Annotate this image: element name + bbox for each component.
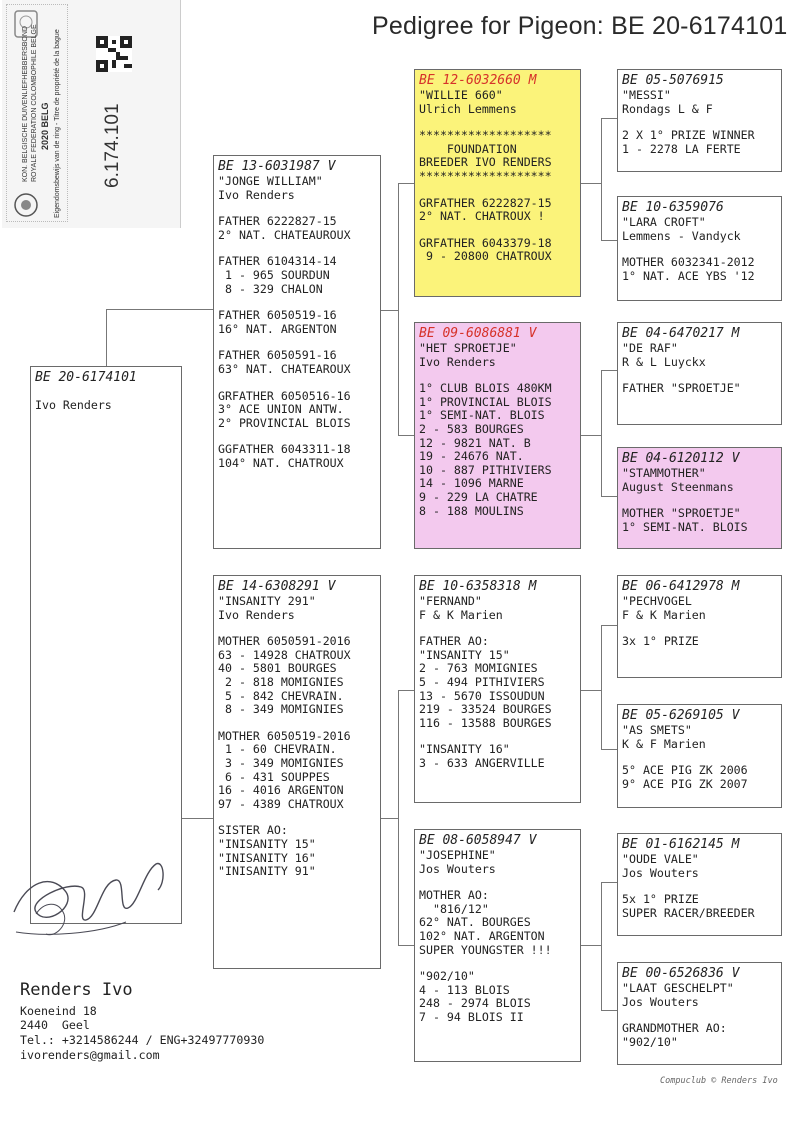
ddd-line: "902/10"	[622, 1034, 678, 1049]
ds-line: 13 - 5670 ISSOUDUN	[419, 688, 545, 703]
dds-line: Jos Wouters	[622, 865, 699, 880]
ssd-ring: BE 10-6359076	[622, 200, 724, 215]
pedigree-box-sire-sire	[414, 69, 581, 297]
sire-line: 16° NAT. ARGENTON	[218, 321, 337, 336]
dd-line: 102° NAT. ARGENTON	[419, 928, 545, 943]
sire-line: 2° NAT. CHATEAUROUX	[218, 227, 351, 242]
ss-line: FOUNDATION	[419, 141, 517, 156]
ring-card	[2, 0, 181, 228]
dd-line: 248 - 2974 BLOIS	[419, 996, 531, 1011]
sd-line: 9 - 229 LA CHATRE	[419, 489, 538, 504]
connector	[398, 435, 414, 436]
sds-ring: BE 04-6470217 M	[622, 326, 740, 341]
sire-line: GGFATHER 6043311-18	[218, 442, 351, 457]
dam-line: 3 - 349 MOMIGNIES	[218, 755, 344, 770]
ss-ring: BE 12-6032660 M	[419, 73, 537, 88]
sds-line: R & L Luyckx	[622, 354, 706, 369]
dss-line: 3x 1° PRIZE	[622, 634, 699, 649]
ddd-line: Jos Wouters	[622, 994, 699, 1009]
sire-line: Ivo Renders	[218, 187, 295, 202]
dam-line: 16 - 4016 ARGENTON	[218, 783, 344, 798]
dam-line: 6 - 431 SOUPPES	[218, 769, 330, 784]
ss-line: *******************	[419, 168, 552, 183]
spacer	[419, 224, 576, 237]
sire-line: GRFATHER 6050516-16	[218, 388, 351, 403]
sdd-line: MOTHER "SPROETJE"	[622, 506, 741, 521]
sire-line: FATHER 6050591-16	[218, 348, 337, 363]
connector	[601, 625, 602, 749]
ss-line: BREEDER IVO RENDERS	[419, 155, 552, 170]
dds-line: "OUDE VALE"	[622, 852, 699, 866]
breeder-city: 2440 Geel	[20, 1018, 90, 1032]
card-year-country: 2020 BELG	[40, 102, 50, 150]
connector	[601, 749, 617, 750]
pedigree-box-subject	[30, 366, 182, 924]
sd-line: 2 - 583 BOURGES	[419, 421, 524, 436]
ds-line: "FERNAND"	[419, 594, 482, 608]
federation-seal-icon	[12, 190, 40, 220]
connector	[398, 690, 414, 691]
qr-code-icon	[96, 36, 132, 72]
sdd-line: "STAMMOTHER"	[622, 466, 706, 480]
sd-line: 1° CLUB BLOIS 480KM	[419, 381, 552, 396]
ddd-line: GRANDMOTHER AO:	[622, 1021, 727, 1036]
dam-line: "INISANITY 91"	[218, 864, 316, 879]
dds-line: SUPER RACER/BREEDER	[622, 905, 755, 920]
dds-line: 5x 1° PRIZE	[622, 892, 699, 907]
ds-line: "INSANITY 16"	[419, 742, 510, 757]
sire-line: 1 - 965 SOURDUN	[218, 267, 330, 282]
ddd-ring: BE 00-6526836 V	[622, 966, 740, 981]
dam-line: 2 - 818 MOMIGNIES	[218, 674, 344, 689]
pedigree-box-ddd	[617, 962, 782, 1065]
spacer	[218, 377, 376, 390]
pedigree-box-dam	[213, 575, 381, 969]
pedigree-box-dsd	[617, 704, 782, 808]
breeder-email: ivorenders@gmail.com	[20, 1048, 160, 1062]
ssd-line: 1° NAT. ACE YBS '12	[622, 268, 755, 283]
pedigree-box-sdd	[617, 447, 782, 549]
dds-ring: BE 01-6162145 M	[622, 837, 740, 852]
dss-ring: BE 06-6412978 M	[622, 579, 740, 594]
sd-line: 8 - 188 MOULINS	[419, 503, 524, 518]
card-org-line2: ROYALE FEDERATION COLOMBOPHILE BELGE	[31, 24, 38, 182]
sd-line: 19 - 24676 NAT.	[419, 449, 524, 464]
dam-line: 1 - 60 CHEVRAIN.	[218, 742, 337, 757]
ss-line: GRFATHER 6043379-18	[419, 235, 552, 250]
sd-line: Ivo Renders	[419, 354, 496, 369]
sd-line: 10 - 887 PITHIVIERS	[419, 462, 552, 477]
connector	[581, 945, 601, 946]
sire-line: 63° NAT. CHATEAROUX	[218, 361, 351, 376]
pedigree-box-dds	[617, 833, 782, 936]
dd-ring: BE 08-6058947 V	[419, 833, 537, 848]
sd-line: 1° SEMI-NAT. BLOIS	[419, 408, 545, 423]
dam-line: Ivo Renders	[218, 607, 295, 622]
spacer	[419, 184, 576, 197]
dd-line: Jos Wouters	[419, 861, 496, 876]
ssd-line: Lemmens - Vandyck	[622, 228, 741, 243]
sds-line: FATHER "SPROETJE"	[622, 381, 741, 396]
dam-line: 40 - 5801 BOURGES	[218, 661, 337, 676]
connector	[601, 1010, 617, 1011]
dsd-ring: BE 05-6269105 V	[622, 708, 740, 723]
dam-line: 97 - 4389 CHATROUX	[218, 796, 344, 811]
card-ring-number: 6.174.101	[102, 103, 123, 188]
sss-line: 1 - 2278 LA FERTE	[622, 141, 741, 156]
sss-ring: BE 05-5076915	[622, 73, 724, 88]
ss-line: 9 - 20800 CHATROUX	[419, 249, 552, 264]
connector	[381, 818, 398, 819]
ds-line: 2 - 763 MOMIGNIES	[419, 661, 538, 676]
sd-line: "HET SPROETJE"	[419, 341, 517, 355]
connector	[581, 690, 601, 691]
connector	[601, 118, 617, 119]
connector	[601, 370, 617, 371]
connector	[381, 310, 398, 311]
dam-line: MOTHER 6050591-2016	[218, 634, 351, 649]
pedigree-box-sire-dam	[414, 322, 581, 549]
connector	[398, 690, 399, 945]
connector	[601, 882, 617, 883]
ds-line: 5 - 494 PITHIVIERS	[419, 674, 545, 689]
pedigree-box-ssd	[617, 196, 782, 301]
dd-line: "JOSEPHINE"	[419, 848, 496, 862]
connector	[581, 435, 601, 436]
connector	[106, 309, 214, 310]
sire-line: 2° PROVINCIAL BLOIS	[218, 415, 351, 430]
sire-line: FATHER 6104314-14	[218, 254, 337, 269]
ss-line: *******************	[419, 128, 552, 143]
connector	[601, 496, 617, 497]
sss-line: "MESSI"	[622, 88, 671, 102]
ds-line: 116 - 13588 BOURGES	[419, 715, 552, 730]
credit-line: Compuclub © Renders Ivo	[660, 1076, 778, 1086]
dam-ring: BE 14-6308291 V	[218, 579, 336, 594]
connector	[601, 118, 602, 240]
dam-line: MOTHER 6050519-2016	[218, 728, 351, 743]
signature	[6, 842, 176, 952]
sire-line: 104° NAT. CHATROUX	[218, 455, 344, 470]
connector	[398, 183, 399, 435]
sire-line: FATHER 6222827-15	[218, 214, 337, 229]
dd-line: MOTHER AO:	[419, 888, 489, 903]
connector	[601, 625, 617, 626]
pedigree-box-dam-dam	[414, 829, 581, 1062]
dd-line: 4 - 113 BLOIS	[419, 982, 510, 997]
ssd-line: "LARA CROFT"	[622, 215, 706, 229]
dam-line: "INISANITY 15"	[218, 836, 316, 851]
dsd-line: 5° ACE PIG ZK 2006	[622, 763, 748, 778]
ds-line: "INSANITY 15"	[419, 647, 510, 662]
ds-line: FATHER AO:	[419, 634, 489, 649]
dsd-line: 9° ACE PIG ZK 2007	[622, 776, 748, 791]
dam-line: "INSANITY 291"	[218, 594, 316, 608]
dam-line: SISTER AO:	[218, 823, 288, 838]
dd-line: SUPER YOUNGSTER !!!	[419, 942, 552, 957]
pedigree-box-dss	[617, 575, 782, 678]
connector	[398, 945, 414, 946]
dam-line: 63 - 14928 CHATROUX	[218, 647, 351, 662]
sd-ring: BE 09-6086881 V	[419, 326, 537, 341]
sire-line: 8 - 329 CHALON	[218, 281, 323, 296]
dd-line: "816/12"	[419, 901, 489, 916]
connector	[601, 240, 617, 241]
dam-line: 8 - 349 MOMIGNIES	[218, 702, 344, 717]
sdd-line: 1° SEMI-NAT. BLOIS	[622, 519, 748, 534]
breeder-street: Koeneind 18	[20, 1004, 97, 1018]
connector	[601, 370, 602, 496]
ss-line: GRFATHER 6222827-15	[419, 195, 552, 210]
dsd-line: K & F Marien	[622, 736, 706, 751]
subject-owner: Ivo Renders	[35, 398, 112, 412]
connector	[601, 882, 602, 1010]
sire-line: "JONGE WILLIAM"	[218, 174, 323, 188]
card-org-line1: KON. BELGISCHE DUIVENLIEFHEBBERSBOND	[22, 26, 29, 182]
ds-line: 219 - 33524 BOURGES	[419, 702, 552, 717]
sire-line: 3° ACE UNION ANTW.	[218, 402, 344, 417]
sss-line: Rondags L & F	[622, 101, 713, 116]
ssd-line: MOTHER 6032341-2012	[622, 255, 755, 270]
ds-ring: BE 10-6358318 M	[419, 579, 537, 594]
connector	[398, 183, 414, 184]
ds-line: 3 - 633 ANGERVILLE	[419, 755, 545, 770]
ss-line: Ulrich Lemmens	[419, 101, 517, 116]
sd-line: 12 - 9821 NAT. B	[419, 435, 531, 450]
pedigree-box-sds	[617, 322, 782, 425]
breeder-name: Renders Ivo	[20, 980, 133, 1000]
dss-line: "PECHVOGEL	[622, 594, 692, 608]
dd-line: 62° NAT. BOURGES	[419, 915, 531, 930]
sdd-ring: BE 04-6120112 V	[622, 451, 740, 466]
sd-line: 1° PROVINCIAL BLOIS	[419, 394, 552, 409]
subject-ring: BE 20-6174101	[35, 370, 137, 385]
dam-line: "INISANITY 16"	[218, 850, 316, 865]
dd-line: 7 - 94 BLOIS II	[419, 1009, 524, 1024]
ds-line: F & K Marien	[419, 607, 503, 622]
ss-line: "WILLIE 660"	[419, 88, 503, 102]
sire-ring: BE 13-6031987 V	[218, 159, 336, 174]
dsd-line: "AS SMETS"	[622, 723, 692, 737]
pedigree-box-sire	[213, 155, 381, 549]
dd-line: "902/10"	[419, 969, 475, 984]
breeder-phone: Tel.: +3214586244 / ENG+32497770930	[20, 1033, 265, 1047]
ss-line: 2° NAT. CHATROUX !	[419, 209, 545, 224]
sss-line: 2 X 1° PRIZE WINNER	[622, 128, 755, 143]
spacer	[218, 717, 376, 730]
dam-line: 5 - 842 CHEVRAIN.	[218, 688, 344, 703]
sdd-line: August Steenmans	[622, 479, 734, 494]
sire-line: FATHER 6050519-16	[218, 308, 337, 323]
card-ownership: Eigendomsbewijs van de ring - Titre de propriété de la bague	[54, 29, 61, 218]
pedigree-box-dam-sire	[414, 575, 581, 803]
dss-line: F & K Marien	[622, 607, 706, 622]
page-title: Pedigree for Pigeon: BE 20-6174101	[372, 12, 788, 40]
connector	[581, 183, 601, 184]
sds-line: "DE RAF"	[622, 341, 678, 355]
sd-line: 14 - 1096 MARNE	[419, 476, 524, 491]
ddd-line: "LAAT GESCHELPT"	[622, 981, 734, 995]
pedigree-box-sss	[617, 69, 782, 172]
